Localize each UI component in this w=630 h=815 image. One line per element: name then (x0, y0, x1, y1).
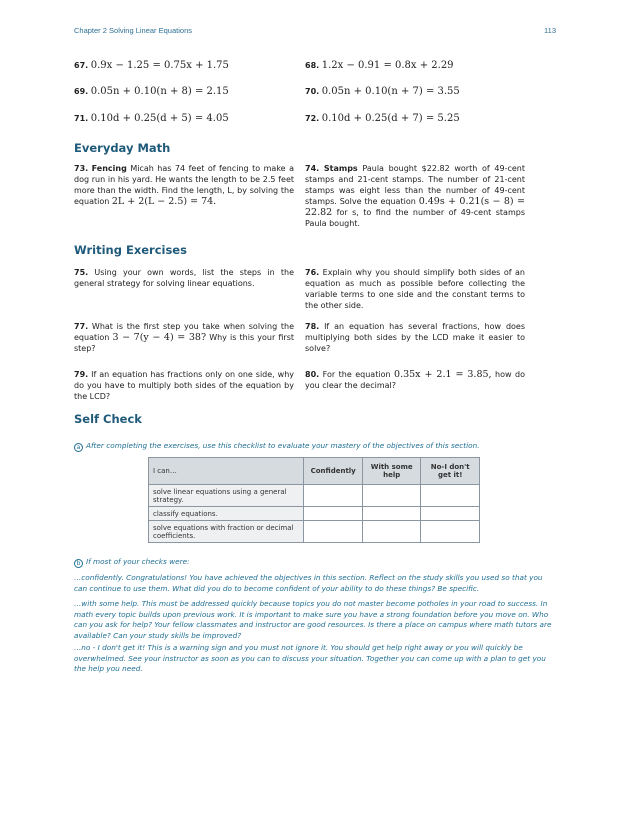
exercise-73: 73. Fencing Micah has 74 feet of fencing to make a dog run in his yard. He wants the length to be 2.5 feet more than the width. Find the length, L, by solving the equation 2L + 2(L − 2.5) = 74. (74, 164, 294, 207)
exercise-77: 77. What is the first step you take when solving the equation 3 − 7(y − 4) = 38? Why is this your first step? (74, 322, 295, 353)
checkbox-confidently[interactable] (304, 521, 363, 543)
exercise-67: 67. 0.9x − 1.25 = 0.75x + 1.75 (74, 60, 229, 71)
equation: 0.10d + 0.25(d + 7) = 5.25 (321, 113, 460, 124)
equation: 0.10d + 0.25(d + 5) = 4.05 (90, 113, 229, 124)
exercise-79: 79. If an equation has fractions only on one side, why do you have to multiply both sides of the equation by the LCD? (74, 370, 294, 401)
header-no-i-dont-get-it: No-I don't get it! (421, 458, 480, 485)
circled-letter-b: b (74, 559, 83, 568)
section-heading-everyday-math: Everyday Math (74, 141, 171, 155)
objective-label: classify equations. (149, 507, 304, 521)
self-check-table (148, 457, 480, 543)
checkbox-confidently[interactable] (304, 485, 363, 507)
objective-label: solve equations with fraction or decimal coefficients. (149, 521, 304, 543)
checkbox-no[interactable] (421, 507, 480, 521)
checkbox-no[interactable] (421, 521, 480, 543)
header-confidently: Confidently (304, 458, 363, 485)
self-check-instructions: a After completing the exercises, use this checklist to evaluate your mastery of the objectives of this section. (74, 441, 556, 452)
table-header-row (149, 458, 480, 485)
header-with-some-help: With some help (362, 458, 421, 485)
exercise-74: 74. Stamps Paula bought $22.82 worth of 49-cent stamps and 21-cent stamps. The number of 21-cent stamps was eight less than the number of 49-cent stamps. Solve the equation 0.49s + 0.21(s − 8) = 22.82 for s, to find the number of 49-cent stamps Paula bought. (305, 164, 525, 228)
checkbox-with-some-help[interactable] (362, 507, 421, 521)
table-row (149, 521, 480, 543)
objective-label: solve linear equations using a general strategy. (149, 485, 304, 507)
section-heading-writing-exercises: Writing Exercises (74, 243, 187, 257)
circled-letter-a: a (74, 443, 83, 452)
page-number: 113 (544, 26, 556, 35)
feedback-no: …no - I don't get it! This is a warning sign and you must not ignore it. You should get help right away or you will quickly be overwhelmed. See your instructor as soon as you can to discuss your situation. Together you can come up with a plan to get you the help you need. (74, 643, 546, 673)
exercise-69: 69. 0.05n + 0.10(n + 8) = 2.15 (74, 86, 229, 97)
exercise-78: 78. If an equation has several fractions, how does multiplying both sides by the LCD make it easier to solve? (305, 322, 525, 353)
exercise-68: 68. 1.2x − 0.91 = 0.8x + 2.29 (305, 60, 454, 71)
checkbox-no[interactable] (421, 485, 480, 507)
checkbox-with-some-help[interactable] (362, 521, 421, 543)
equation: 0.05n + 0.10(n + 7) = 3.55 (321, 86, 460, 97)
checkbox-confidently[interactable] (304, 507, 363, 521)
checkbox-with-some-help[interactable] (362, 485, 421, 507)
table-row (149, 507, 480, 521)
exercise-70: 70. 0.05n + 0.10(n + 7) = 3.55 (305, 86, 460, 97)
table-row (149, 485, 480, 507)
exercise-76: 76. Explain why you should simplify both sides of an equation as much as possible before collecting the variable terms to one side and the constant terms to the other side. (305, 268, 526, 310)
exercise-80: 80. For the equation 0.35x + 2.1 = 3.85, how do you clear the decimal? (305, 369, 526, 390)
feedback-with-some-help: …with some help. This must be addressed quickly because topics you do not master become potholes in your road to success. In math every topic builds upon previous work. It is important to make sure you have a strong foundation before you move on. Who can you ask for help? Your fellow classmates and instructor are good resources. Is there a place on campus where math tutors are available? Can your study skills be improved? (74, 599, 552, 640)
exercise-72: 72. 0.10d + 0.25(d + 7) = 5.25 (305, 113, 460, 124)
feedback-confidently: …confidently. Congratulations! You have achieved the objectives in this section. Reflect on the study skills you used so that you can continue to use them. What did you do to become confident of your ability to do these things? Be specific. (74, 573, 543, 593)
header-i-can: I can… (149, 458, 304, 485)
chapter-header: Chapter 2 Solving Linear Equations (74, 26, 192, 35)
equation: 0.9x − 1.25 = 0.75x + 1.75 (90, 60, 229, 71)
exercise-71: 71. 0.10d + 0.25(d + 5) = 4.05 (74, 113, 229, 124)
exercise-75: 75. Using your own words, list the steps in the general strategy for solving linear equations. (74, 268, 294, 288)
equation: 1.2x − 0.91 = 0.8x + 2.29 (321, 60, 454, 71)
section-heading-self-check: Self Check (74, 412, 142, 426)
equation: 0.05n + 0.10(n + 8) = 2.15 (90, 86, 229, 97)
self-check-b-prompt: b If most of your checks were: (74, 557, 556, 568)
